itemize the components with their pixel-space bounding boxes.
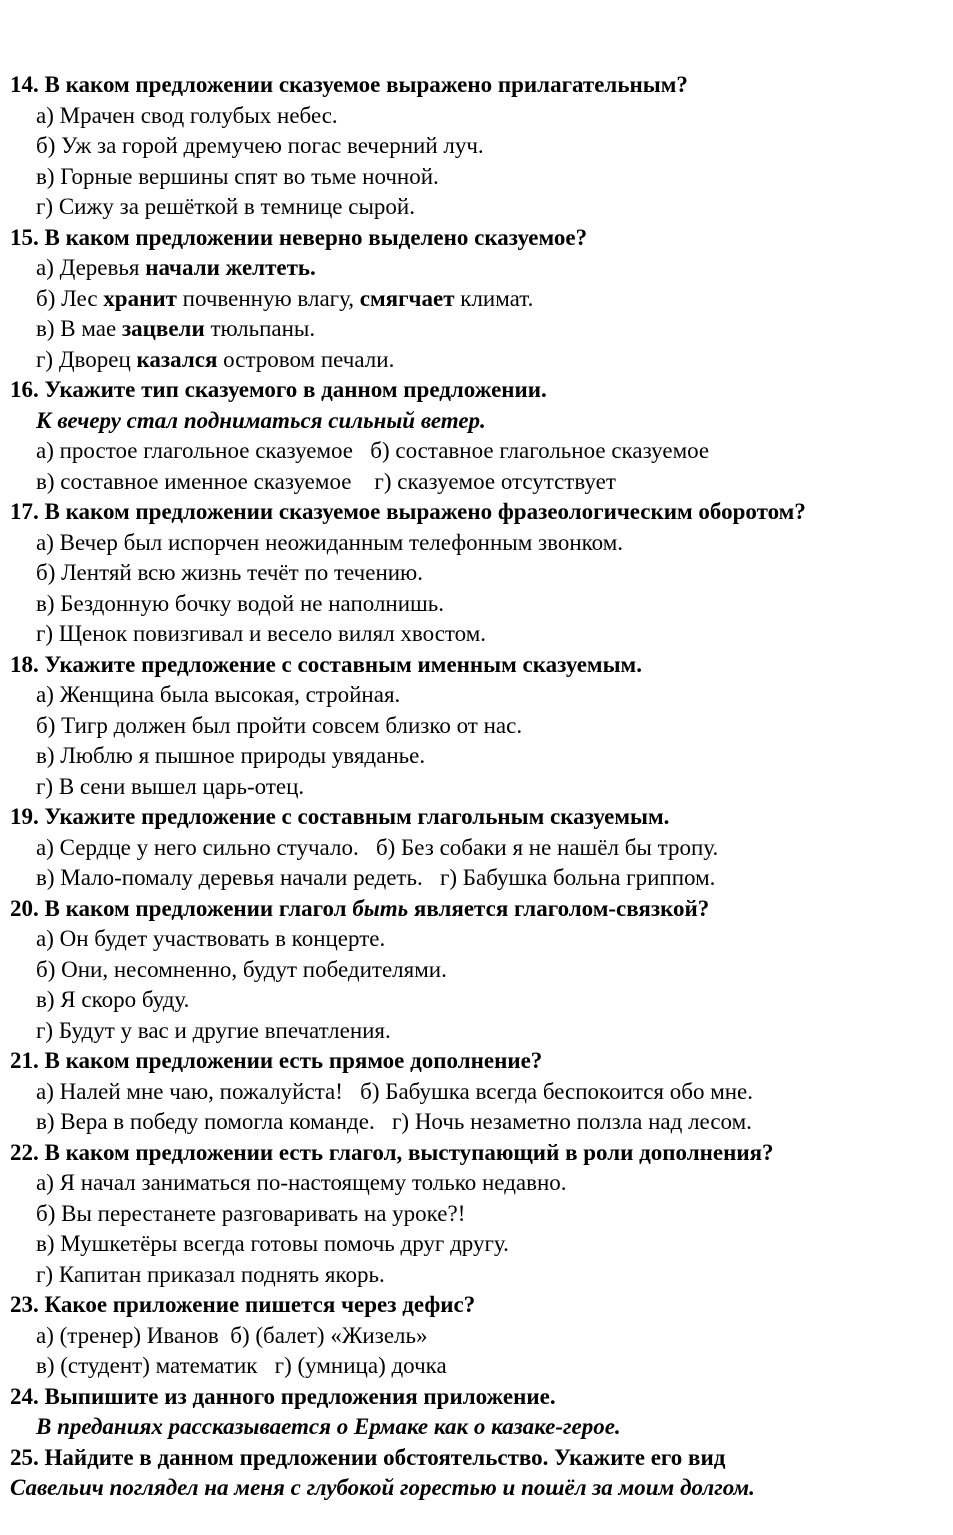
question-21-title: 21. В каком предложении есть прямое дополнение? xyxy=(10,1048,543,1073)
q24-example-sentence: В преданиях рассказывается о Ермаке как о казаке-герое. xyxy=(36,1414,621,1439)
q15-option-v xyxy=(10,314,945,345)
q16-options-vg: в) составное именное сказуемое г) сказуемое отсутствует xyxy=(36,468,616,494)
q18-option-b: б) Тигр должен был пройти совсем близко от нас. xyxy=(36,712,523,738)
q22-option-g: г) Капитан приказал поднять якорь. xyxy=(36,1261,385,1287)
q15-v-predicate: зацвели xyxy=(121,316,205,341)
q20-title-start: 20. В каком предложении глагол xyxy=(10,895,353,921)
q18-option-g: г) В сени вышел царь-отец. xyxy=(36,773,305,799)
q20-title-italic-word: быть xyxy=(352,895,409,921)
q22-option-v: в) Мушкетёры всегда готовы помочь друг другу. xyxy=(36,1231,509,1256)
question-25-title: 25. Найдите в данном предложении обстоятельство. Укажите его вид xyxy=(10,1444,726,1470)
q15-g-predicate: казался xyxy=(136,346,218,372)
q19-options-ab: а) Сердце у него сильно стучало. б) Без собаки я не нашёл бы тропу. xyxy=(36,834,719,860)
q17-option-v: в) Бездонную бочку водой не наполнишь. xyxy=(36,590,444,616)
q25-example-sentence: Савельич поглядел на меня с глубокой горестью и пошёл за моим долгом. xyxy=(10,1475,755,1500)
q14-option-a: а) Мрачен свод голубых небес. xyxy=(36,102,338,128)
q15-v-text-end: тюльпаны. xyxy=(204,316,316,341)
q17-option-g: г) Щенок повизгивал и весело вилял хвостом. xyxy=(36,621,487,646)
question-22-title: 22. В каком предложении есть глагол, выступающий в роли дополнения? xyxy=(10,1139,774,1165)
q21-options-ab: а) Налей мне чаю, пожалуйста! б) Бабушка всегда беспокоится обо мне. xyxy=(36,1078,754,1104)
q16-example-sentence: К вечеру стал подниматься сильный ветер. xyxy=(36,407,486,433)
q15-b-text-mid: почвенную влагу, xyxy=(176,285,360,311)
q17-option-a: а) Вечер был испорчен неожиданным телефонным звонком. xyxy=(36,529,623,555)
q17-option-b: б) Лентяй всю жизнь течёт по течению. xyxy=(36,560,423,585)
q15-g-text: г) Дворец xyxy=(36,346,137,372)
q15-b-text-end: климат. xyxy=(454,285,534,311)
q20-option-b: б) Они, несомненно, будут победителями. xyxy=(36,956,447,982)
q14-option-b: б) Уж за горой дремучею погас вечерний луч. xyxy=(36,133,484,158)
q20-option-v: в) Я скоро буду. xyxy=(36,987,190,1012)
q20-title-end: является глаголом-связкой? xyxy=(408,895,710,921)
q22-option-b: б) Вы перестанете разговаривать на уроке?! xyxy=(36,1200,466,1226)
question-18-title: 18. Укажите предложение с составным именным сказуемым. xyxy=(10,651,642,677)
q15-a-predicate: начали желтеть. xyxy=(145,255,316,280)
q15-v-text: в) В мае xyxy=(36,316,122,341)
q20-option-a: а) Он будет участвовать в концерте. xyxy=(36,926,386,951)
q21-options-vg: в) Вера в победу помогла команде. г) Ночь незаметно ползла над лесом. xyxy=(36,1109,752,1134)
q23-options-vg: в) (студент) математик г) (умница) дочка xyxy=(36,1353,447,1378)
worksheet xyxy=(10,70,945,1504)
q15-b-text: б) Лес xyxy=(36,285,104,311)
q14-option-v: в) Горные вершины спят во тьме ночной. xyxy=(36,163,439,189)
q15-g-text-end: островом печали. xyxy=(217,346,395,372)
question-24-title: 24. Выпишите из данного предложения приложение. xyxy=(10,1383,556,1409)
q19-options-vg: в) Мало-помалу деревья начали редеть. г) Бабушка больна гриппом. xyxy=(36,865,716,890)
question-15-title: 15. В каком предложении неверно выделено сказуемое? xyxy=(10,224,588,250)
q23-options-ab: а) (тренер) Иванов б) (балет) «Жизель» xyxy=(36,1322,428,1348)
q18-option-a: а) Женщина была высокая, стройная. xyxy=(36,682,401,707)
q15-b-predicate-1: хранит xyxy=(103,285,177,311)
q16-options-ab: а) простое глагольное сказуемое б) составное глагольное сказуемое xyxy=(36,438,710,463)
q15-option-g xyxy=(10,345,945,376)
q15-option-b xyxy=(10,284,945,315)
question-17-title: 17. В каком предложении сказуемое выражено фразеологическим оборотом? xyxy=(10,499,806,524)
question-14-title: 14. В каком предложении сказуемое выражено прилагательным? xyxy=(10,72,688,97)
q22-option-a: а) Я начал заниматься по-настоящему только недавно. xyxy=(36,1170,567,1195)
q15-b-predicate-2: смягчает xyxy=(359,285,455,311)
q15-option-a xyxy=(10,253,945,284)
question-16-title: 16. Укажите тип сказуемого в данном предложении. xyxy=(10,377,547,402)
q18-option-v: в) Люблю я пышное природы увяданье. xyxy=(36,743,426,768)
question-20-title xyxy=(10,894,945,925)
q20-option-g: г) Будут у вас и другие впечатления. xyxy=(36,1017,391,1043)
question-19-title: 19. Укажите предложение с составным глагольным сказуемым. xyxy=(10,804,670,829)
q15-a-text: а) Деревья xyxy=(36,255,146,280)
q14-option-g: г) Сижу за решёткой в темнице сырой. xyxy=(36,194,415,219)
question-23-title: 23. Какое приложение пишется через дефис? xyxy=(10,1292,476,1317)
